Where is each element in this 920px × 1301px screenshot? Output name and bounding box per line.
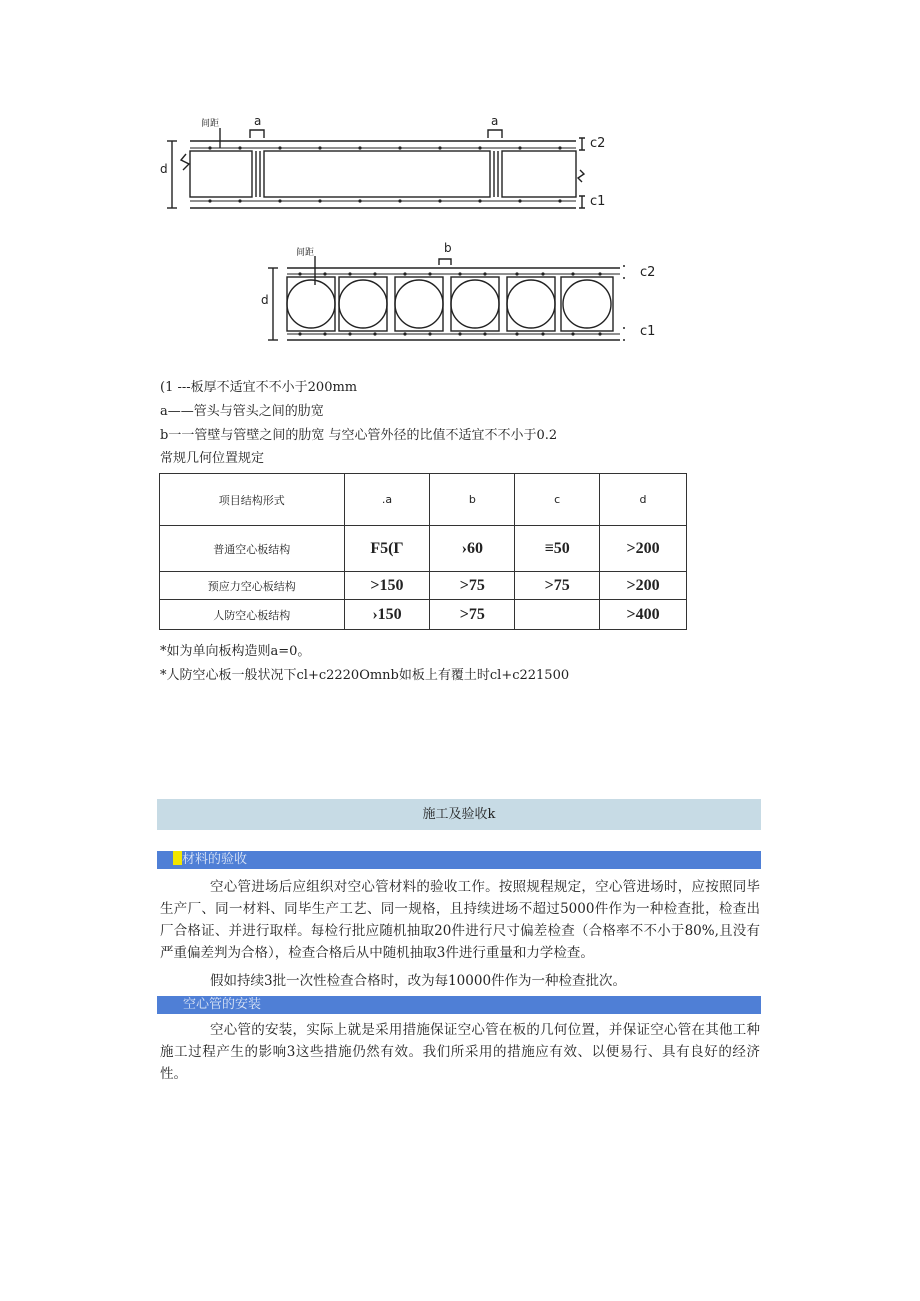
slab-section-diagram-rect [150,110,620,220]
table-cell: ›150 [344,600,430,630]
section-title: 空心管的安装 [183,997,262,1012]
note-rib-a: a——管头与管头之间的肋宽 [160,404,324,419]
table-cell: >75 [430,600,515,630]
section-marker [173,851,182,865]
diagram2-c2-label: c2 [640,265,656,280]
table-cell [515,600,600,630]
tube-installation-paragraph: 空心管的安装，实际上就是采用措施保证空心管在板的几何位置，并保证空心管在其他工种施工过程产生的影响3这些措施仍然有效。我们所采用的措施应有效、以便易行、具有良好的经济性。 [160,1022,760,1082]
diagram1-d-label: d [160,162,168,176]
diagram1-c1-label: c1 [590,194,606,209]
table-header-cell: d [600,474,687,526]
table-row [160,600,687,630]
table-cell: >75 [515,572,600,600]
material-acceptance-paragraph: 空心管进场后应组织对空心管材料的验收工作。按照规程规定，空心管进场时，应按照同毕生产厂、同一材料、同毕生产工艺、同一规格，且持续进场不超过5000件作为一种检查批，检查出厂合格证、并进行取样。每检行批应随机抽取20件进行尺寸偏差检查（合格率不不小于80%,且没有严重偏差判为合格），检查合格后从中随机抽取3件进行重量和力学检查。 [160,879,760,961]
diagram1-a-label-2: a [491,114,499,128]
table-cell: ›60 [430,526,515,572]
table-header-cell: b [430,474,515,526]
table-cell: >200 [600,526,687,572]
table-cell: >400 [600,600,687,630]
table-cell: >200 [600,572,687,600]
note-table-title: 常规几何位置规定 [160,451,265,466]
section-title: 材料的验收 [182,852,248,867]
diagram2-c1-label: c1 [640,324,656,339]
note-slab-thickness: (1 ---板厚不适宜不不小于200mm [160,380,358,395]
diagram1-c2-label: c2 [590,136,606,151]
table-row [160,572,687,600]
table-row [160,526,687,572]
section-bar-material-acceptance [157,851,761,869]
geometry-spec-table [159,473,687,630]
table-header-cell: 项目结构形式 [160,474,345,526]
table-cell-name: 普通空心板结构 [160,526,345,572]
table-cell-name: 预应力空心板结构 [160,572,345,600]
construction-acceptance-banner: 施工及验收k [157,799,761,830]
footnote-civil-defense: *人防空心板一般状况下cl+c2220Omnb如板上有覆土时cl+c221500 [160,668,570,683]
table-header-row [160,474,687,526]
footnote-one-way-slab: *如为单向板构造则a=0。 [160,644,311,659]
diagram1-a-label: a [254,114,262,128]
diagram2-b-label: b [444,241,452,255]
diagram2-spacing-label: 间距 [296,248,315,258]
table-cell: F5(Γ [344,526,430,572]
table-cell: >75 [430,572,515,600]
diagram1-spacing-label: 间距 [201,119,220,129]
note-rib-b: b一一管壁与管壁之间的肋宽 与空心管外径的比值不适宜不不小于0.2 [160,428,558,443]
table-cell: ≡50 [515,526,600,572]
table-cell: >150 [344,572,430,600]
section-bar-tube-installation [157,996,761,1014]
diagram2-d-label: d [261,293,269,307]
batch-rule-paragraph: 假如持续3批一次性检查合格时，改为每10000件作为一种检查批次。 [210,973,627,989]
table-cell-name: 人防空心板结构 [160,600,345,630]
table-header-cell: .a [344,474,430,526]
table-header-cell: c [515,474,600,526]
